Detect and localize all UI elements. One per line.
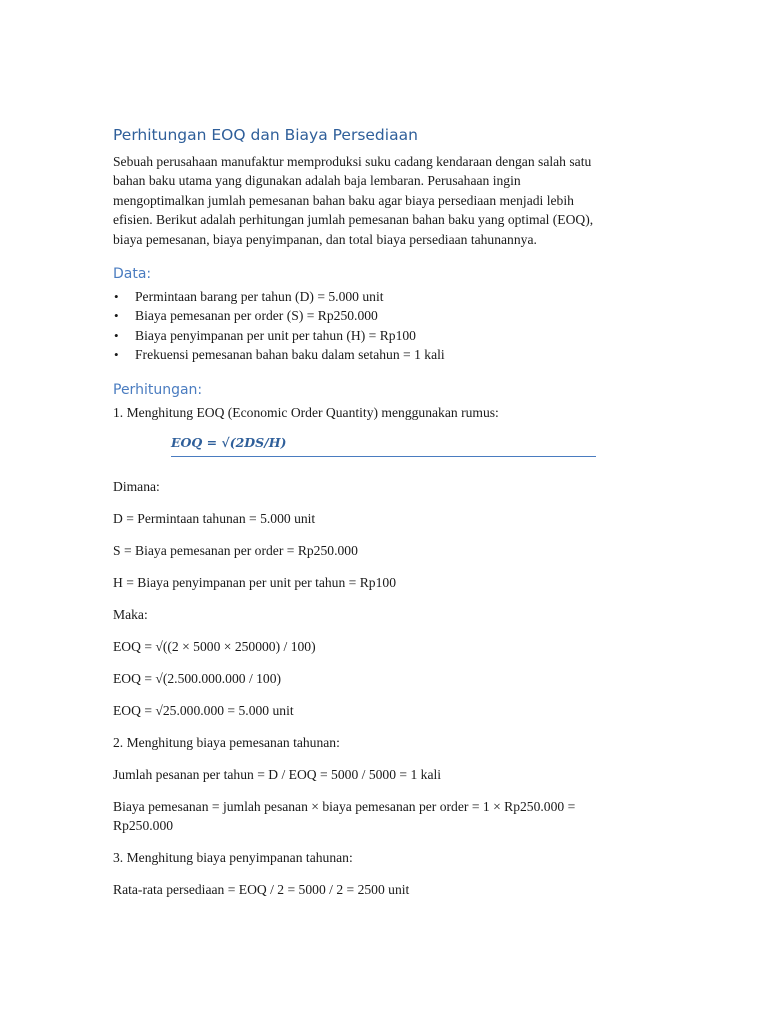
bullet-icon: • [114, 308, 119, 324]
eoq-formula: EOQ = √(2DS/H) [171, 434, 287, 450]
list-item [113, 345, 643, 364]
dimana-text: Dimana: [113, 478, 160, 494]
maka-text: Maka: [113, 606, 148, 622]
intro-line: bahan baku utama yang digunakan adalah baja lembaran. Perusahaan ingin [113, 173, 521, 189]
intro-line: Sebuah perusahaan manufaktur memproduksi suku cadang kendaraan dengan salah satu [113, 154, 592, 169]
intro-paragraph [113, 152, 643, 249]
definition-s: S = Biaya pemesanan per order = Rp250.000 [113, 542, 358, 558]
list-item-text: Biaya penyimpanan per unit per tahun (H) = Rp100 [135, 327, 416, 343]
definition-d: D = Permintaan tahunan = 5.000 unit [113, 510, 316, 526]
eoq-step-1: EOQ = √((2 × 5000 × 250000) / 100) [113, 638, 316, 654]
average-inventory: Rata-rata persediaan = EOQ / 2 = 5000 / 2 = 2500 unit [113, 881, 410, 897]
data-heading: Data: [113, 266, 152, 283]
intro-line: biaya pemesanan, biaya penyimpanan, dan total biaya persediaan tahunannya. [113, 231, 537, 247]
intro-line: mengoptimalkan jumlah pemesanan bahan baku agar biaya persediaan menjadi lebih [113, 192, 574, 208]
calculation-heading: Perhitungan: [113, 381, 203, 398]
bullet-icon: • [114, 289, 119, 305]
list-item-text: Permintaan barang per tahun (D) = 5.000 unit [135, 289, 384, 305]
list-item-text: Frekuensi pemesanan bahan baku dalam setahun = 1 kali [135, 347, 445, 363]
document-title: Perhitungan EOQ dan Biaya Persediaan [113, 126, 418, 144]
orders-per-year: Jumlah pesanan per tahun = D / EOQ = 5000 / 5000 = 1 kali [113, 766, 442, 782]
ordering-cost-line-1: Biaya pemesanan = jumlah pesanan × biaya pemesanan per order = 1 × Rp250.000 = [113, 798, 576, 814]
definition-h: H = Biaya penyimpanan per unit per tahun = Rp100 [113, 574, 396, 590]
ordering-cost-line-2: Rp250.000 [113, 817, 174, 833]
list-item [113, 287, 643, 306]
list-item [113, 326, 643, 345]
bullet-icon: • [114, 327, 119, 343]
step-1-text: 1. Menghitung EOQ (Economic Order Quantity) menggunakan rumus: [113, 404, 499, 420]
bullet-icon: • [114, 347, 119, 363]
formula-block [171, 434, 596, 457]
eoq-step-2: EOQ = √(2.500.000.000 / 100) [113, 670, 282, 686]
step-2-text: 2. Menghitung biaya pemesanan tahunan: [113, 734, 340, 750]
document-page [113, 124, 643, 899]
intro-line: efisien. Berikut adalah perhitungan jumlah pemesanan bahan baku yang optimal (EOQ), [113, 212, 594, 228]
list-item-text: Biaya pemesanan per order (S) = Rp250.000 [135, 308, 378, 324]
data-list [113, 287, 643, 365]
list-item [113, 306, 643, 325]
step-3-text: 3. Menghitung biaya penyimpanan tahunan: [113, 849, 353, 865]
eoq-step-3: EOQ = √25.000.000 = 5.000 unit [113, 702, 294, 718]
